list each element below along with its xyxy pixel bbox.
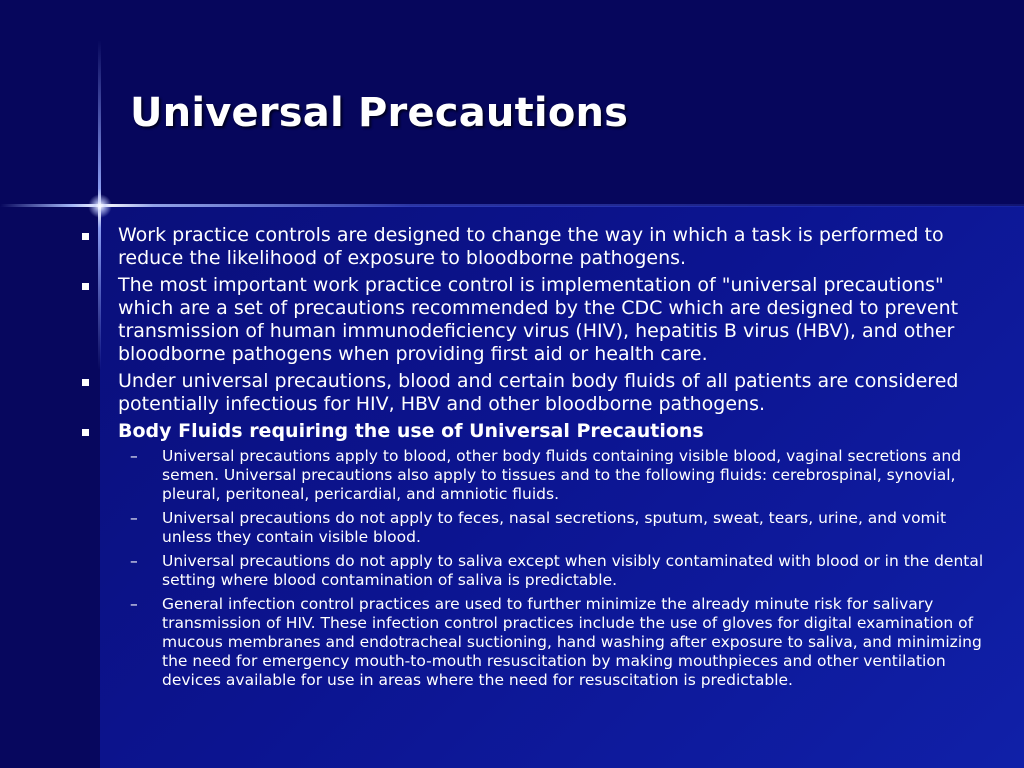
dash-marker: –	[130, 595, 138, 613]
bullet-text: The most important work practice control is implementation of "universal precautions" which are a set of precautions recommended by the CDC which are designed to prevent transmission of human immunodeficiency virus (HIV), hepatitis B virus (HBV), and other bloodborne pathogens when providing first aid or health care.	[118, 274, 959, 365]
dash-marker: –	[130, 509, 138, 527]
sub-bullet-text: Universal precautions do not apply to feces, nasal secretions, sputum, sweat, tears, urine, and vomit unless they contain visible blood.	[162, 509, 947, 546]
sub-bullet-item	[82, 552, 994, 590]
bullet-text: Body Fluids requiring the use of Universal Precautions	[118, 420, 704, 442]
dash-marker: –	[130, 447, 138, 465]
bullet-item-heading	[82, 420, 994, 443]
bullet-item	[82, 224, 994, 270]
sub-bullet-text: Universal precautions apply to blood, other body fluids containing visible blood, vaginal secretions and semen. Universal precautions also apply to tissues and to the following fluids: cerebrospinal, synovial, pleural, peritoneal, pericardial, and amniotic fluids.	[162, 447, 962, 503]
square-bullet-icon	[82, 233, 89, 240]
horizontal-light-line	[0, 204, 1024, 207]
sub-bullet-text: Universal precautions do not apply to saliva except when visibly contaminated with blood or in the dental setting where blood contamination of saliva is predictable.	[162, 552, 984, 589]
bullet-item	[82, 370, 994, 416]
sub-bullet-text: General infection control practices are used to further minimize the already minute risk for salivary transmission of HIV. These infection control practices include the use of gloves for digital examination of mucous membranes and endotracheal suctioning, hand washing after exposure to saliva, and minimizing the need for emergency mouth-to-mouth resuscitation by making mouthpieces and other ventilation devices available for use in areas where the need for resuscitation is predictable.	[162, 595, 982, 689]
square-bullet-icon	[82, 379, 89, 386]
sparkle-icon	[88, 194, 112, 218]
bullet-item	[82, 274, 994, 366]
dash-marker: –	[130, 552, 138, 570]
sub-bullet-item	[82, 509, 994, 547]
bullet-text: Under universal precautions, blood and certain body fluids of all patients are considered potentially infectious for HIV, HBV and other bloodborne pathogens.	[118, 370, 959, 415]
slide-body	[82, 224, 994, 695]
square-bullet-icon	[82, 283, 89, 290]
square-bullet-icon	[82, 429, 89, 436]
sub-bullet-item	[82, 595, 994, 690]
slide-title: Universal Precautions	[130, 90, 629, 136]
sub-bullet-item	[82, 447, 994, 504]
bullet-text: Work practice controls are designed to change the way in which a task is performed to reduce the likelihood of exposure to bloodborne pathogens.	[118, 224, 944, 269]
